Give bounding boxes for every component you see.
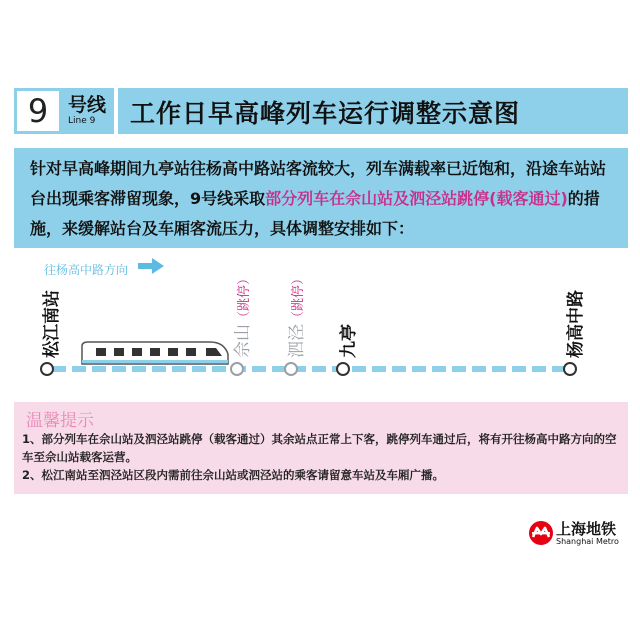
- title-bar: [14, 88, 628, 134]
- station-label-songjiangnan: [37, 290, 62, 358]
- station-name: 杨高中路: [566, 290, 586, 358]
- tips-line-1: 1、部分列车在佘山站及泗泾站跳停（载客通过）其余站点正常上下客，跳停列车通过后，将有开往杨高中路方向的空车至佘山站载客运营。: [22, 432, 617, 464]
- notice-text: [30, 154, 616, 244]
- line-label-en: Line 9: [68, 116, 96, 126]
- tips-title: 温馨提示: [26, 411, 94, 431]
- station-label-sijing: [282, 272, 307, 358]
- station-name: 松江南站: [42, 290, 62, 358]
- line-number-box: [14, 88, 62, 134]
- station-label-sheshan: [228, 272, 253, 358]
- tips-panel: [14, 402, 628, 494]
- notice-part1: 针对早高峰期间九亭站往杨高中路站客流较大，列车满载率已近饱和，沿途车站站台出现乘客滞留现象，9号线采取: [30, 159, 607, 208]
- station-dot-sheshan: [230, 362, 244, 376]
- station-name: 泗泾: [287, 324, 307, 358]
- station-dot-jiuting: [336, 362, 350, 376]
- direction-label: 往杨高中路方向: [44, 263, 129, 277]
- arrow-right-icon: [138, 258, 164, 274]
- station-note: （跳停）: [237, 271, 252, 324]
- metro-logo-icon: [528, 520, 554, 546]
- logo-text-en: Shanghai Metro: [556, 537, 619, 546]
- tips-text: [22, 430, 622, 484]
- station-name: 九亭: [339, 324, 359, 358]
- shanghai-metro-logo: [528, 518, 628, 550]
- station-label-jiuting: [334, 324, 359, 358]
- page-title: 工作日早高峰列车运行调整示意图: [130, 99, 521, 128]
- logo-text-cn: 上海地铁: [556, 520, 617, 538]
- station-dot-songjiangnan: [40, 362, 54, 376]
- train-icon: [78, 340, 230, 368]
- header-divider: [114, 88, 118, 134]
- station-note: （跳停）: [291, 271, 306, 324]
- notice-part2: 的措施，来缓解站台及车厢客流压力，具体调整安排如下：: [30, 189, 600, 238]
- station-name: 佘山: [233, 324, 253, 358]
- station-dot-yanggaozhonglu: [563, 362, 577, 376]
- line-label-cn: 号线: [68, 94, 107, 116]
- station-label-yanggaozhonglu: [561, 290, 586, 358]
- tips-line-2: 2、松江南站至泗泾站区段内需前往佘山站或泗泾站的乘客请留意车站及车厢广播。: [22, 468, 444, 482]
- notice-panel: [14, 148, 628, 248]
- station-dot-sijing: [284, 362, 298, 376]
- notice-highlight: 部分列车在佘山站及泗泾站跳停(载客通过): [265, 189, 568, 208]
- line-number: 9: [27, 92, 49, 130]
